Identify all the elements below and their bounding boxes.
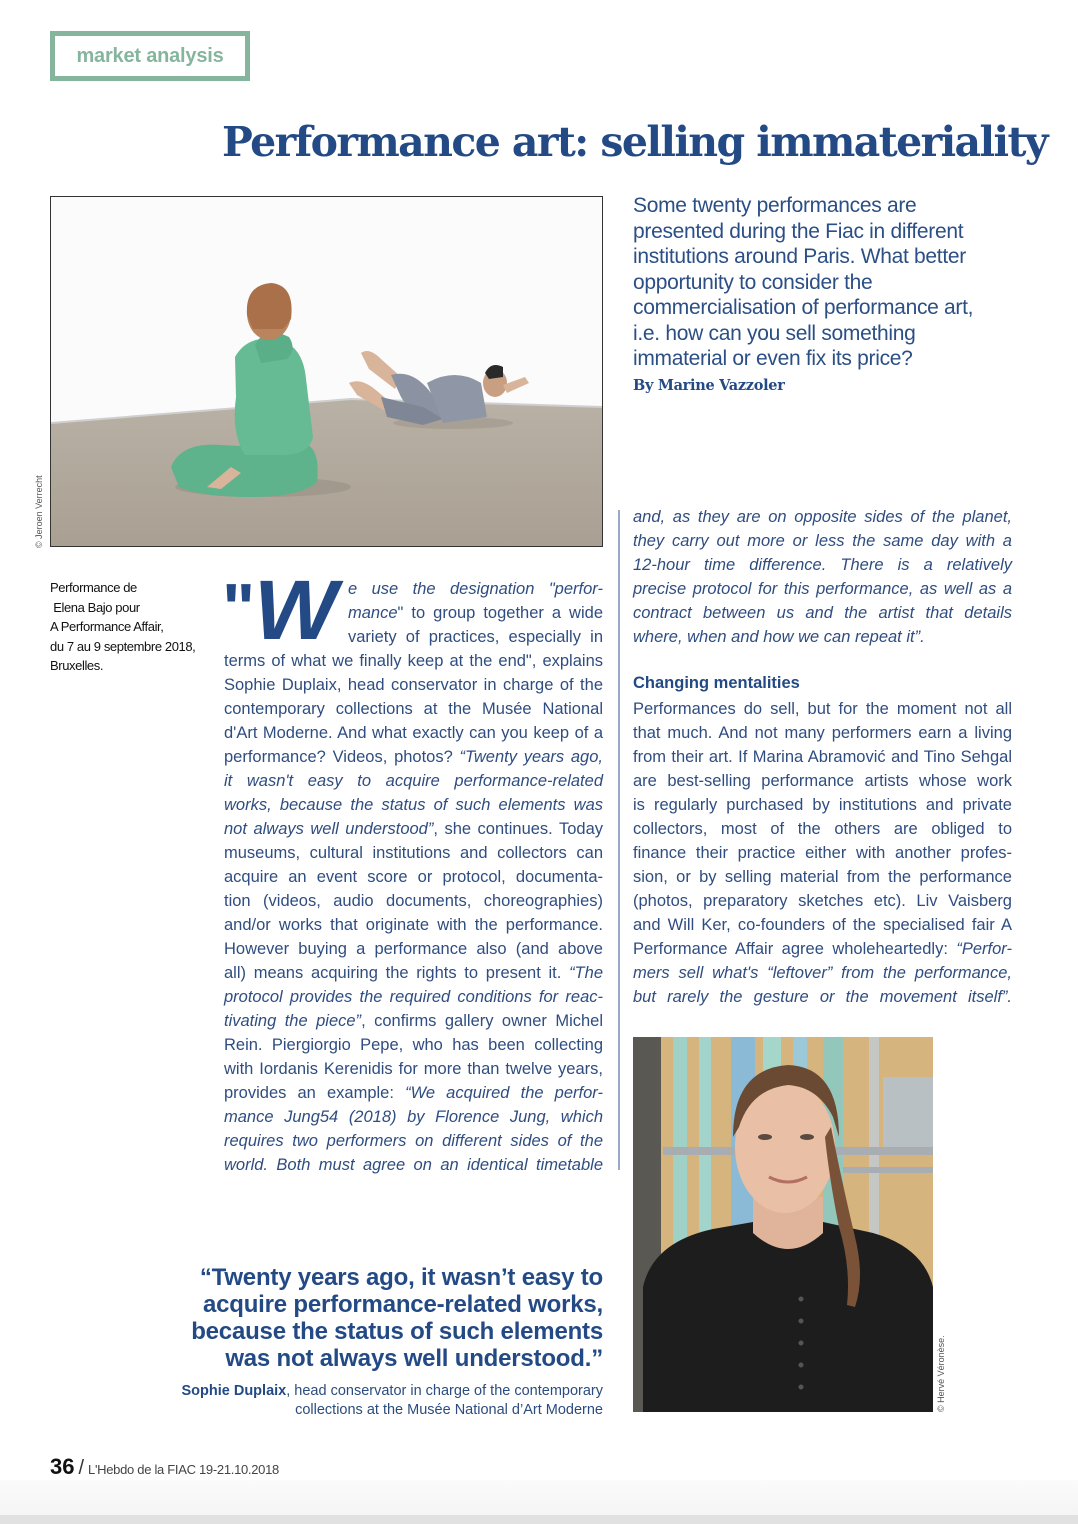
lede-line: presented during the Fiac in different bbox=[633, 219, 964, 243]
body-text-line bbox=[224, 793, 603, 817]
portrait-shirt bbox=[643, 1222, 933, 1412]
quoted-text: “Perfor- bbox=[956, 940, 1012, 958]
body-text-line bbox=[633, 793, 1012, 817]
column-divider bbox=[618, 510, 620, 1170]
text-run: performance? Videos, photos? bbox=[224, 748, 460, 766]
text-run: " to group together a wide bbox=[397, 604, 603, 622]
body-text-line bbox=[633, 697, 1012, 721]
text-run: sion, or by selling material from the performance bbox=[633, 868, 1012, 886]
text-run: and Will Ker, co-founders of the specialised fair A bbox=[633, 916, 1012, 934]
pull-quote-attribution bbox=[110, 1382, 603, 1420]
body-text-line bbox=[224, 841, 603, 865]
pull-quote bbox=[110, 1264, 603, 1372]
text-run: Performances do sell, but for the moment not all bbox=[633, 700, 1012, 718]
text-run: all) means acquiring the rights to present it. bbox=[224, 964, 570, 982]
quoted-text: contract between us and the artist that details bbox=[633, 604, 1012, 622]
text-run: finance their practice either with another profes- bbox=[633, 844, 1012, 862]
body-text-line bbox=[224, 865, 603, 889]
attribution-name: Sophie Duplaix bbox=[181, 1383, 287, 1399]
attribution-role-continued: collections at the Musée National d’Art Moderne bbox=[295, 1402, 603, 1418]
text-run: that much. And not many performers earn a living bbox=[633, 724, 1012, 742]
body-text-line bbox=[224, 1153, 603, 1177]
lede-line: commercialisation of performance art, bbox=[633, 296, 974, 319]
text-run: from their art. If Marina Abramović and Tino Sehgal bbox=[633, 748, 1012, 766]
page-footer bbox=[50, 1454, 279, 1480]
byline: By Marine Vazzoler bbox=[633, 377, 785, 394]
portrait-illustration bbox=[633, 1037, 933, 1412]
body-text-line bbox=[224, 625, 603, 649]
caption-line: Bruxelles. bbox=[50, 658, 104, 673]
text-run: However buying a performance also (and above bbox=[224, 940, 603, 958]
text-run: and/or works that originate with the performance. bbox=[224, 916, 603, 934]
quoted-text: works, because the status of such elements was bbox=[224, 796, 603, 814]
quoted-text: mers sell what's “leftover” from the performance, bbox=[633, 964, 1012, 982]
body-text-line bbox=[224, 1081, 603, 1105]
body-text-line bbox=[633, 817, 1012, 841]
portrait-photo bbox=[633, 1037, 933, 1412]
body-text-line bbox=[633, 985, 1012, 1009]
article-lede bbox=[633, 193, 1013, 372]
body-text-line bbox=[224, 817, 603, 841]
body-text-line bbox=[224, 1009, 603, 1033]
hero-photo-credit: © Jeroen Verrecht bbox=[34, 475, 44, 548]
photo-caption bbox=[50, 578, 210, 676]
body-text-line bbox=[224, 1105, 603, 1129]
body-text-line bbox=[224, 601, 603, 625]
quoted-text: 12-hour time difference. There is a relatively bbox=[633, 556, 1012, 574]
pull-quote-line: “Twenty years ago, it wasn’t easy to bbox=[199, 1264, 603, 1291]
lede-line: institutions around Paris. What better bbox=[633, 245, 966, 268]
body-text-line bbox=[224, 697, 603, 721]
lede-line: i.e. how can you sell something bbox=[633, 321, 916, 345]
text-run: with Iordanis Kerenidis for more than twelve years, bbox=[224, 1060, 603, 1078]
quoted-text: requires two performers on different sides of the bbox=[224, 1132, 603, 1150]
body-text-line bbox=[633, 721, 1012, 745]
body-text-line bbox=[633, 505, 1012, 529]
quoted-text: “The bbox=[569, 964, 603, 982]
quoted-text: protocol provides the required conditions for reac- bbox=[224, 988, 603, 1006]
quoted-text: tivating the piece” bbox=[224, 1012, 362, 1030]
section-tag-label: market analysis bbox=[76, 44, 224, 67]
quoted-text: it wasn't easy to acquire performance-related bbox=[224, 772, 603, 790]
body-text-line bbox=[633, 601, 1012, 625]
caption-line: Performance de bbox=[50, 580, 137, 595]
body-text-line bbox=[224, 745, 603, 769]
caption-line: du 7 au 9 septembre 2018, bbox=[50, 638, 196, 654]
body-text-line bbox=[633, 577, 1012, 601]
caption-line: A Performance Affair, bbox=[50, 619, 164, 634]
body-text-line bbox=[224, 577, 603, 601]
text-run: d'Art Moderne. And what exactly can you keep of a bbox=[224, 724, 603, 742]
body-text-line bbox=[224, 721, 603, 745]
body-text-line bbox=[224, 913, 603, 937]
hero-photo bbox=[50, 196, 603, 547]
drop-cap-quote: " bbox=[222, 569, 252, 647]
body-column-left bbox=[224, 577, 603, 1177]
body-text-line bbox=[633, 913, 1012, 937]
page-number: 36 bbox=[50, 1454, 75, 1479]
body-text-line bbox=[224, 889, 603, 913]
body-text-line bbox=[633, 625, 1012, 649]
text-run: , she continues. Today bbox=[433, 820, 603, 838]
pull-quote-line: because the status of such elements bbox=[191, 1318, 603, 1345]
section-tag bbox=[50, 31, 250, 81]
text-run: are best-selling performance artists whose work bbox=[633, 772, 1012, 790]
article-title: Performance art: selling immateriality bbox=[222, 118, 1048, 166]
text-run: , confirms gallery owner Michel bbox=[361, 1012, 603, 1030]
text-run: contemporary collections at the Musée National bbox=[224, 700, 603, 718]
body-text-line bbox=[633, 529, 1012, 553]
quoted-text: they carry out more or less the same day with a bbox=[633, 532, 1012, 550]
lede-line: immaterial or even fix its price? bbox=[633, 347, 913, 370]
body-text-line bbox=[224, 985, 603, 1009]
lede-line: opportunity to consider the bbox=[633, 270, 873, 294]
attribution-role: , head conservator in charge of the contemporary bbox=[286, 1383, 603, 1399]
pull-quote-line: was not always well understood.” bbox=[225, 1345, 603, 1372]
portrait-photo-credit: © Hervé Véronèse. bbox=[936, 1335, 946, 1412]
quoted-text: precise protocol for this performance, as well as a bbox=[633, 580, 1012, 598]
quoted-text: “We acquired the perfor- bbox=[405, 1084, 603, 1102]
text-run: Sophie Duplaix, head conservator in charge of the bbox=[224, 676, 603, 694]
text-run: terms of what we finally keep at the end", explains bbox=[224, 652, 603, 670]
text-run: tion (videos, audio documents, choreographies) bbox=[224, 892, 603, 910]
text-run: (photos, preparatory sketches etc). Liv Vaisberg bbox=[633, 892, 1012, 910]
text-run: collectors, most of the others are obliged to bbox=[633, 820, 1012, 838]
subheading: Changing mentalities bbox=[633, 674, 800, 692]
publication-name: L'Hebdo de la FIAC 19-21.10.2018 bbox=[88, 1462, 279, 1477]
body-text-line bbox=[633, 889, 1012, 913]
body-text-line bbox=[224, 1129, 603, 1153]
body-text-line bbox=[224, 649, 603, 673]
quoted-text: “Twenty years ago, bbox=[459, 748, 603, 766]
body-column-right bbox=[633, 697, 1012, 1009]
text-run: Rein. Piergiorgio Pepe, who has been collecting bbox=[224, 1036, 603, 1054]
pull-quote-line: acquire performance-related works, bbox=[202, 1291, 603, 1318]
body-text-line bbox=[224, 1057, 603, 1081]
body-text-line bbox=[224, 1033, 603, 1057]
quoted-text: mance Jung54 (2018) by Florence Jung, which bbox=[224, 1108, 603, 1126]
quoted-text: mance bbox=[348, 604, 398, 622]
page-bottom-edge bbox=[0, 1515, 1078, 1524]
quoted-text: where, when and how we can repeat it”. bbox=[633, 628, 925, 646]
quoted-text: not always well understood” bbox=[224, 820, 434, 838]
body-text-line bbox=[224, 937, 603, 961]
body-text-line bbox=[633, 769, 1012, 793]
text-run: museums, cultural institutions and collectors can bbox=[224, 844, 603, 862]
quoted-text: and, as they are on opposite sides of the planet, bbox=[633, 508, 1012, 526]
text-run: variety of practices, especially in bbox=[348, 628, 603, 646]
text-run: acquire an event score or protocol, documenta- bbox=[224, 868, 603, 886]
body-text-line bbox=[224, 961, 603, 985]
footer-separator: / bbox=[78, 1457, 85, 1479]
text-run: is regularly purchased by institutions and private bbox=[633, 796, 1012, 814]
body-text-line bbox=[633, 553, 1012, 577]
body-text-line bbox=[633, 865, 1012, 889]
body-text-line bbox=[224, 769, 603, 793]
lede-line: Some twenty performances are bbox=[633, 194, 917, 217]
body-text-line bbox=[633, 745, 1012, 769]
body-text-line bbox=[633, 961, 1012, 985]
text-run: provides an example: bbox=[224, 1084, 406, 1102]
quoted-text: e use the designation "perfor- bbox=[348, 580, 603, 598]
quoted-text: world. Both must agree on an identical timetable bbox=[224, 1156, 603, 1174]
body-column-right-continuation bbox=[633, 505, 1012, 649]
body-text-line bbox=[633, 937, 1012, 961]
hero-photo-illustration bbox=[51, 197, 602, 546]
quoted-text: but rarely the gesture or the movement itself”. bbox=[633, 988, 1012, 1006]
text-run: Performance Affair agree wholeheartedly: bbox=[633, 940, 957, 958]
drop-cap-letter: W bbox=[254, 563, 338, 657]
gallery-floor bbox=[51, 399, 602, 546]
body-text-line bbox=[633, 841, 1012, 865]
body-text-line bbox=[224, 673, 603, 697]
caption-line: Elena Bajo pour bbox=[50, 599, 140, 615]
